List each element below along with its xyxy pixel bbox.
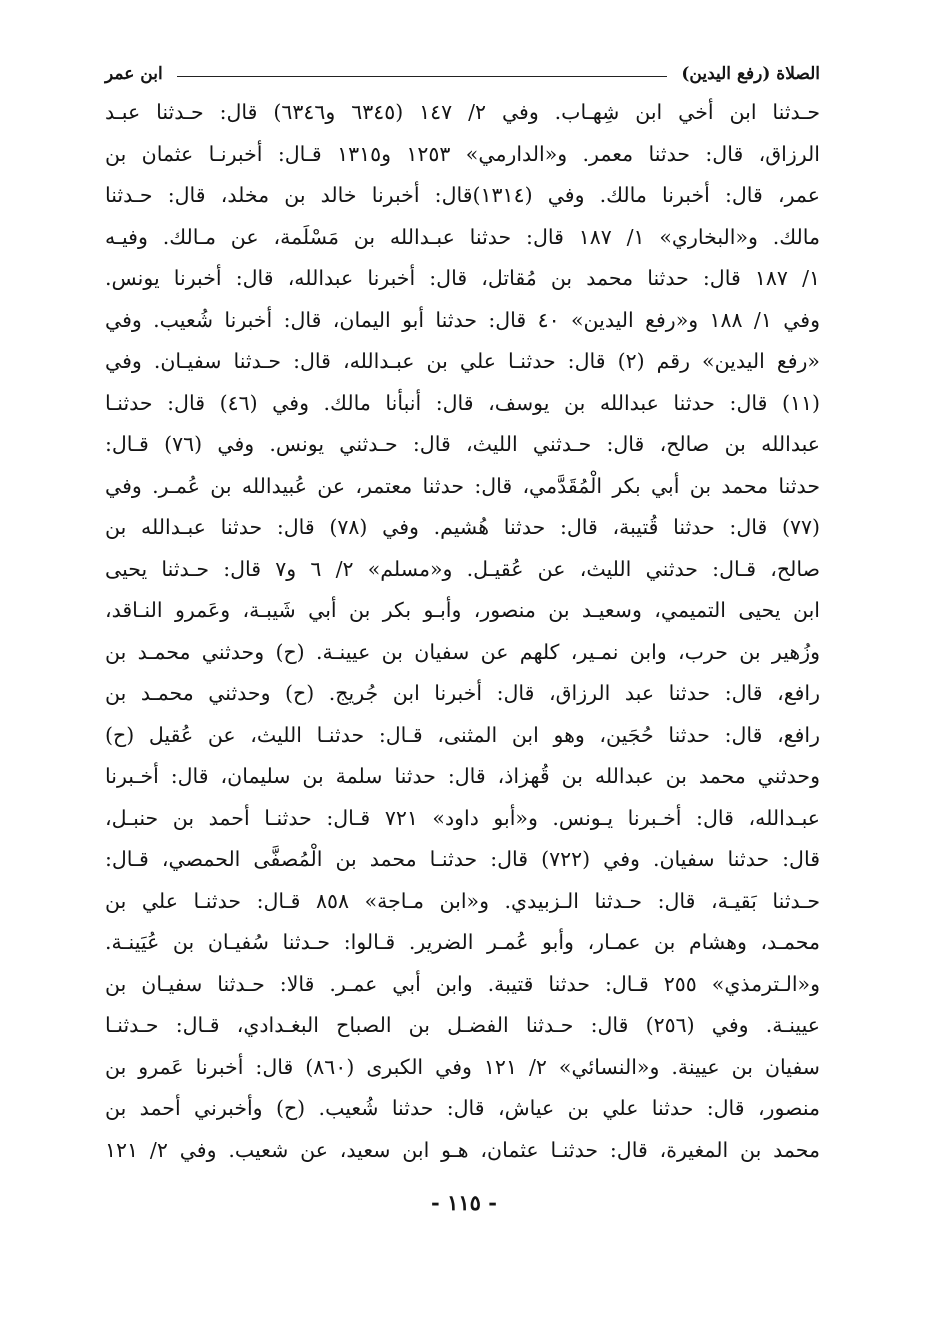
body-text (105, 92, 820, 1171)
text-line: حدثنا محمد بن أبي بكر الْمُقَدَّمي، قال: حدثنا معتمر، عن عُبيدالله بن عُمـر. وفي (105, 473, 820, 498)
text-line: عمر، قال: أخبرنا مالك. وفي (١٣١٤)قال: أخبرنا خالد بن مخلد، قال: حـدثنا (105, 183, 820, 207)
text-line: ١/ ١٨٧ قال: حدثنا محمد بن مُقاتل، قال: أخبرنا عبدالله، قال: أخبرنا يونس. (105, 266, 820, 290)
text-line: محمـد، وهشام بن عمـار، وأبو عُمـر الضرير. قـالوا: حـدثنا سُفيـان بن عُيَينـة. (105, 930, 820, 954)
text-line: (١١) قال: حدثنا عبدالله بن يوسف، قال: أنبأنا مالك. وفي (٤٦) قال: حدثنـا (105, 390, 820, 415)
text-line: عبدالله بن صالح، قال: حـدثني الليث، قال: حـدثني يونس. وفي (٧٦) قـال: (105, 432, 820, 456)
text-line: «رفع اليدين» رقم (٢) قال: حدثنـا علي بن عبـدالله، قال: حـدثنا سفيـان. وفي (105, 349, 820, 373)
text-line: مالك. و«البخاري» ١/ ١٨٧ قال: حدثنا عبـدالله بن مَسْلَمة، عن مـالك. وفيـه (105, 224, 820, 249)
text-line: قال: حدثنا سفيان. وفي (٧٢٢) قال: حدثنـا محمد بن الْمُصفَّى الحمصي، قـال: (105, 847, 820, 871)
text-line: وفي ١/ ١٨٨ و«رفع اليدين» ٤٠ قال: حدثنا أبو اليمان، قال: أخبرنا شُعيب. وفي (105, 307, 820, 332)
text-line: ابن يحيى التميمي، وسعيـد بن منصور، وأبـو بكر بن أبي شَيبـة، وعَمرو النـاقد، (105, 598, 820, 622)
text-line: منصور، قال: حدثنا علي بن عياش، قال: حدثنا شُعيب. (ح) وأخبرني أحمد بن (105, 1096, 820, 1120)
text-line: عبـدالله، قال: أخـبرنا يـونس. و«أبو داود» ٧٢١ قـال: حدثنـا أحمد بن حنبـل، (105, 805, 820, 830)
companion-name: ابن عمر (105, 64, 163, 84)
text-line: حـدثنا بَقيـة، قال: حـدثنا الـزبيدي. و«ابن مـاجة» ٨٥٨ قـال: حدثنـا علي بن (105, 888, 820, 913)
text-line: رافع، قال: حدثنا عبد الرزاق، قال: أخبرنا ابن جُريج. (ح) وحدثني محمـد بن (105, 681, 820, 705)
text-line: وزُهير بن حرب، وابن نمـير، كلهم عن سفيان بن عيينـة. (ح) وحدثني محمـد بن (105, 639, 820, 664)
text-line: سفيان بن عيينة. و«النسائي» ٢/ ١٢١ وفي الكبرى (٨٦٠) قال: أخبرنا عَمرو بن (105, 1054, 820, 1079)
text-line: الرزاق، قال: حدثنا معمر. و«الدارمي» ١٢٥٣ و١٣١٥ قـال: أخبرنـا عثمان بن (105, 141, 820, 166)
running-header (105, 62, 820, 86)
text-line: و«الـترمذي» ٢٥٥ قـال: حدثنا قتيبة. وابن أبي عمـر. قالا: حـدثنا سفيـان بن (105, 971, 820, 996)
text-line: عيينـة. وفي (٢٥٦) قال: حـدثنا الفضـل بن الصباح البغـدادي، قـال: حـدثنـا (105, 1013, 820, 1037)
text-line: حـدثنا ابن أخي ابن شِهـاب. وفي ٢/ ١٤٧ (٦٣٤٥ و٦٣٤٦) قال: حـدثنا عبـد (105, 100, 820, 124)
text-line: وحدثني محمد بن عبدالله بن قُهزاذ، قال: حدثنا سلمة بن سليمان، قال: أخـبرنا (105, 764, 820, 788)
page-number: - ١١٥ - (431, 1190, 497, 1215)
chapter-title: الصلاة (رفع اليدين) (681, 64, 820, 84)
text-line: رافع، قال: حدثنا حُجَين، وهو ابن المثنى، قـال: حدثنـا الليث، عن عُقيل (ح) (105, 722, 820, 747)
text-line: محمد بن المغيرة، قال: حدثنـا عثمان، هـو ابن سعيد، عن شعيب. وفي ٢/ ١٢١ (105, 1137, 820, 1162)
text-line: (٧٧) قال: حدثنا قُتيبة، قال: حدثنا هُشيم. وفي (٧٨) قال: حدثنا عبـدالله بن (105, 515, 820, 539)
text-line: صالح، قـال: حدثني الليث، عن عُقيـل. و«مسلم» ٢/ ٦ و٧ قال: حـدثنا يحيى (105, 556, 820, 581)
header-rule (177, 76, 668, 77)
